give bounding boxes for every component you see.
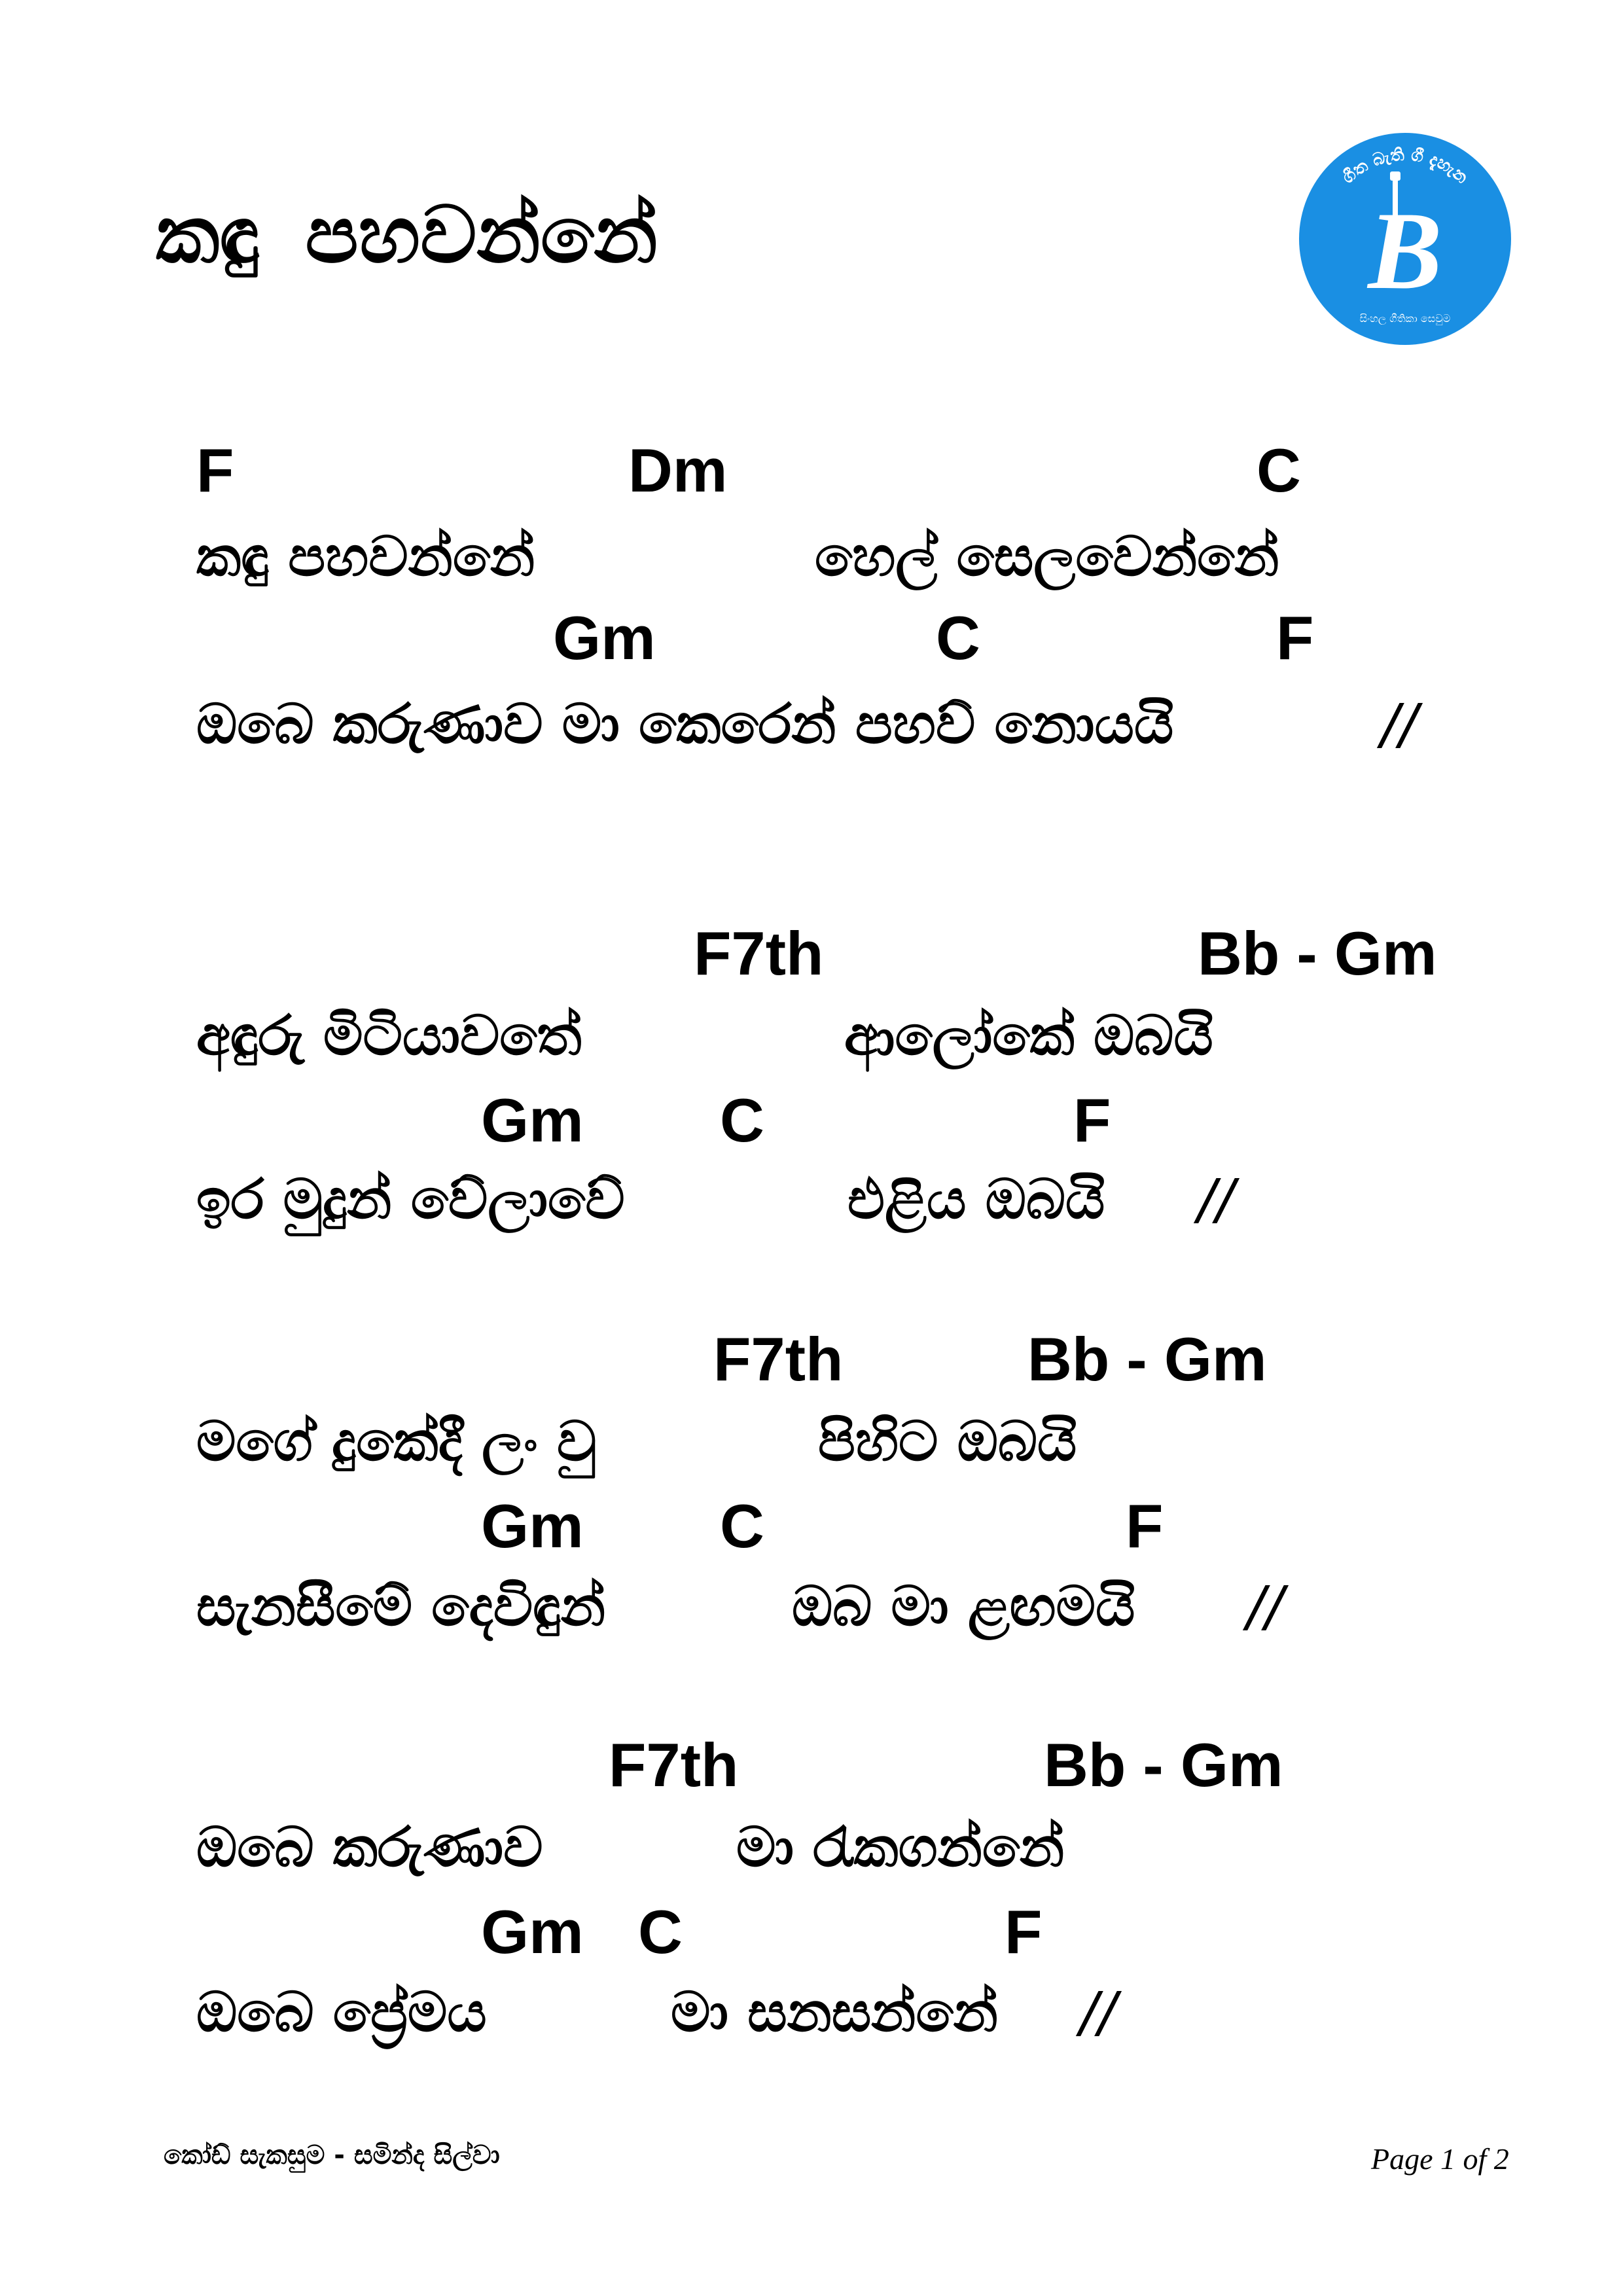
chord: C [720, 1492, 764, 1560]
lyric-text: ඔබෙ කරුණාව [196, 1815, 543, 1879]
chord: F7th [609, 1731, 739, 1799]
lyric-text: අඳුරු මිටියාවතේ [196, 1003, 582, 1067]
logo-glyph: B [1368, 189, 1442, 312]
chord: C [936, 603, 980, 672]
chord: F7th [713, 1325, 844, 1393]
chord: C [720, 1086, 764, 1155]
chord: Gm [481, 1086, 584, 1155]
logo-ring-text: ගීත බැති ගී දැහැන [1338, 145, 1472, 188]
chord: Bb - Gm [1027, 1325, 1267, 1393]
lyric-text: ඔබෙ කරුණාව මා කෙරෙන් පහව් නොයයි [196, 692, 1174, 756]
footer-credit: කෝඩ් සැකසුම - සමින්ද සිල්වා [164, 2140, 500, 2170]
lyric-text: මා රැකගන්නේ [736, 1815, 1065, 1879]
chord: C [1257, 436, 1301, 505]
chord: F [1126, 1492, 1164, 1560]
repeat-mark: // [1381, 692, 1418, 756]
song-title: කඳු පහවන්නේ [156, 190, 658, 281]
chord: Gm [553, 603, 656, 672]
lyric-text: සැනසීමේ දෙවිඳුන් [196, 1574, 606, 1638]
logo-bottom-text: සිංහල ගීතිකා සෙවුම [1359, 312, 1451, 325]
lyric-text: පිහිට ඔබයි [818, 1409, 1077, 1473]
chord: Bb - Gm [1044, 1731, 1283, 1799]
chord: F [1276, 603, 1314, 672]
chord: Gm [481, 1492, 584, 1560]
page-number: Page 1 of 2 [1371, 2142, 1509, 2176]
lyric-text: කඳු පහවන්නේ [196, 524, 535, 588]
chord: F [196, 436, 234, 505]
chord: Dm [628, 436, 728, 505]
chord: C [638, 1897, 683, 1966]
chord: F [1005, 1897, 1043, 1966]
lyric-text: මා සනසන්නේ [671, 1980, 998, 2044]
chord: F [1073, 1086, 1111, 1155]
chord: F7th [694, 919, 824, 988]
repeat-mark: // [1198, 1167, 1235, 1231]
chord: Bb - Gm [1198, 919, 1437, 988]
logo-badge [1297, 131, 1513, 347]
lyric-text: ඔබ මා ළඟමයි [792, 1574, 1135, 1638]
lyric-text: මගේ දුකේදී ලං වු [196, 1409, 597, 1473]
repeat-mark: // [1247, 1574, 1284, 1638]
chord: Gm [481, 1897, 584, 1966]
lyric-text: ඉර මුදුන් වේලාවේ [196, 1167, 625, 1231]
repeat-mark: // [1080, 1980, 1117, 2044]
lyric-text: ඔබෙ ප්‍රේමය [196, 1980, 487, 2044]
lyric-text: එළිය ඔබයි [847, 1167, 1105, 1231]
lyric-text: හෙල් සෙලවෙන්නේ [815, 524, 1279, 588]
lyric-text: ආලෝකේ ඔබයි [844, 1003, 1213, 1067]
